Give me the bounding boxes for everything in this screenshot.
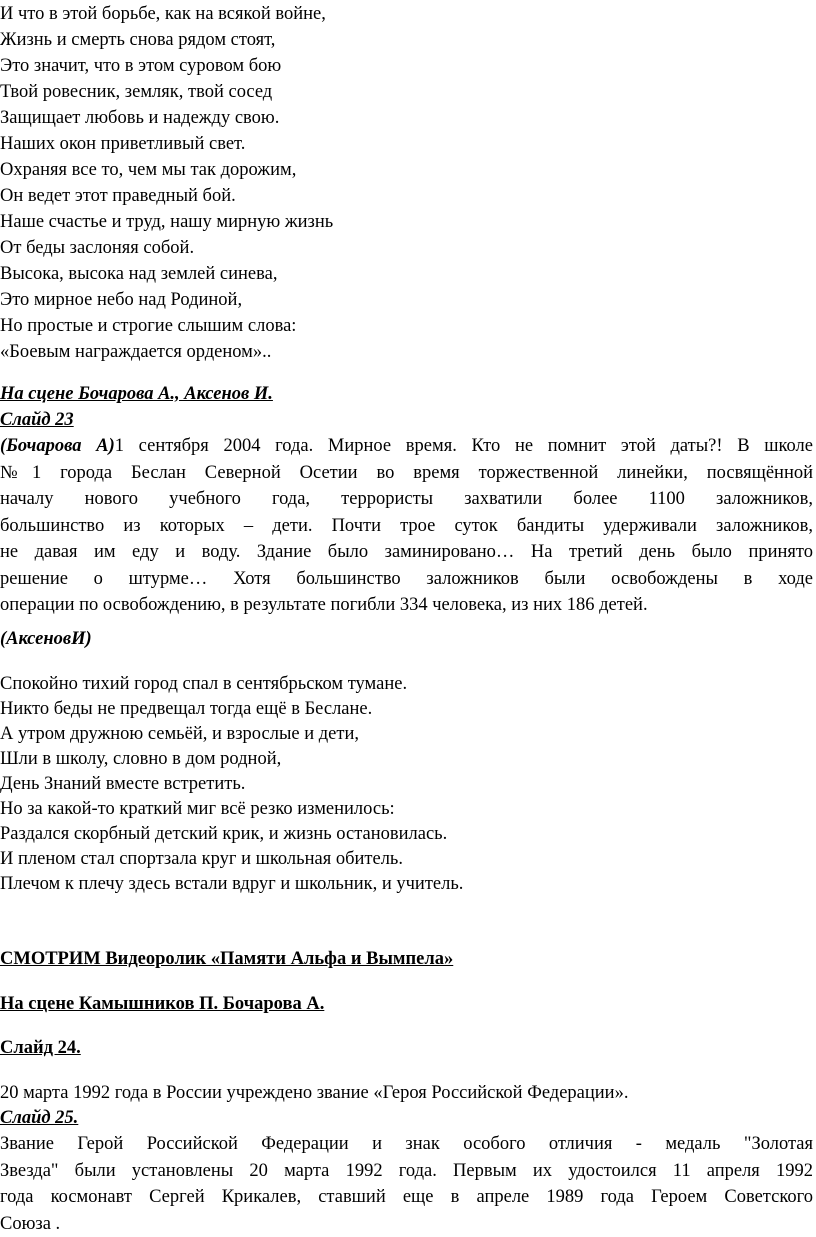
speaker-bocharova: (Бочарова А) <box>0 436 115 456</box>
hero-paragraph <box>0 1131 813 1237</box>
poem-2-line: Плечом к плечу здесь встали вдруг и школьник, и учитель. <box>0 871 463 897</box>
poem-1-line: Жизнь и смерть снова рядом стоят, <box>0 27 275 53</box>
poem-1-line: И что в этой борьбе, как на всякой войне, <box>0 1 326 27</box>
poem-1-line: Высока, высока над землей синева, <box>0 261 277 287</box>
beslan-paragraph <box>0 433 813 619</box>
poem-2-line: Спокойно тихий город спал в сентябрьском тумане. <box>0 671 407 697</box>
beslan-row-text: большинство из которых – дети. Почти трое суток бандиты удерживали заложников, <box>0 516 813 536</box>
poem-1-line: От беды заслоняя собой. <box>0 235 194 261</box>
poem-2-line: А утром дружною семьёй, и взрослые и дети, <box>0 721 359 747</box>
speaker-aksenov: (АксеновИ) <box>0 626 92 652</box>
beslan-row-text: началу нового учебного года, террористы захватили более 1100 заложников, <box>0 489 813 509</box>
beslan-row-text: не давая им еду и воду. Здание было заминировано… На третий день было принято <box>0 542 813 562</box>
hero-paragraph-row: года космонавт Сергей Крикалев, ставший еще в апреле 1989 года Героем Советского <box>0 1184 813 1211</box>
poem-1-line: Защищает любовь и надежду свою. <box>0 105 279 131</box>
beslan-paragraph-row <box>0 566 813 593</box>
poem-1-line: Наших окон приветливый свет. <box>0 131 245 157</box>
poem-1-line: Это мирное небо над Родиной, <box>0 287 242 313</box>
beslan-paragraph-row <box>0 539 813 566</box>
beslan-paragraph-row <box>0 592 813 619</box>
beslan-paragraph-row <box>0 433 813 460</box>
poem-2-line: Никто беды не предвещал тогда ещё в Беслане. <box>0 696 372 722</box>
poem-2-line: День Знаний вместе встретить. <box>0 771 245 797</box>
beslan-paragraph-row <box>0 513 813 540</box>
poem-2-line: И пленом стал спортзала круг и школьная обитель. <box>0 846 403 872</box>
stage-direction-2: На сцене Камышников П. Бочарова А. <box>0 991 324 1017</box>
video-heading: СМОТРИМ Видеоролик «Памяти Альфа и Вымпела» <box>0 946 453 972</box>
hero-title-line: 20 марта 1992 года в России учреждено звание «Героя Российской Федерации». <box>0 1080 628 1106</box>
slide-25-label: Слайд 25. <box>0 1105 78 1131</box>
beslan-row-text: решение о штурме… Хотя большинство заложников были освобождены в ходе <box>0 569 813 589</box>
poem-2-line: Шли в школу, словно в дом родной, <box>0 746 281 772</box>
beslan-paragraph-row <box>0 486 813 513</box>
poem-2-line: Но за какой-то краткий миг всё резко изменилось: <box>0 796 395 822</box>
poem-1-line: Он ведет этот праведный бой. <box>0 183 236 209</box>
poem-1-line: Наше счастье и труд, нашу мирную жизнь <box>0 209 333 235</box>
poem-1-line: Но простые и строгие слышим слова: <box>0 313 296 339</box>
beslan-row-text: №1 города Беслан Северной Осетии во время торжественной линейки, посвящённой <box>0 463 813 483</box>
slide-24-label: Слайд 24. <box>0 1035 81 1061</box>
poem-1-line: Это значит, что в этом суровом бою <box>0 53 281 79</box>
poem-1-line: Охраняя все то, чем мы так дорожим, <box>0 157 296 183</box>
stage-direction-1: На сцене Бочарова А., Аксенов И. <box>0 381 273 407</box>
poem-2-line: Раздался скорбный детский крик, и жизнь остановилась. <box>0 821 447 847</box>
poem-1-line: «Боевым награждается орденом».. <box>0 339 271 365</box>
slide-23-label: Слайд 23 <box>0 407 74 433</box>
hero-paragraph-row: Звание Герой Российской Федерации и знак особого отличия - медаль "Золотая <box>0 1131 813 1158</box>
hero-paragraph-row: Звезда" были установлены 20 марта 1992 года. Первым их удостоился 11 апреля 1992 <box>0 1158 813 1185</box>
beslan-paragraph-row <box>0 460 813 487</box>
beslan-row-text: 1 сентября 2004 года. Мирное время. Кто не помнит этой даты?! В школе <box>115 436 813 456</box>
beslan-row-text: операции по освобождению, в результате погибли 334 человека, из них 186 детей. <box>0 595 648 615</box>
hero-paragraph-row: Союза . <box>0 1211 813 1237</box>
poem-1-line: Твой ровесник, земляк, твой сосед <box>0 79 272 105</box>
